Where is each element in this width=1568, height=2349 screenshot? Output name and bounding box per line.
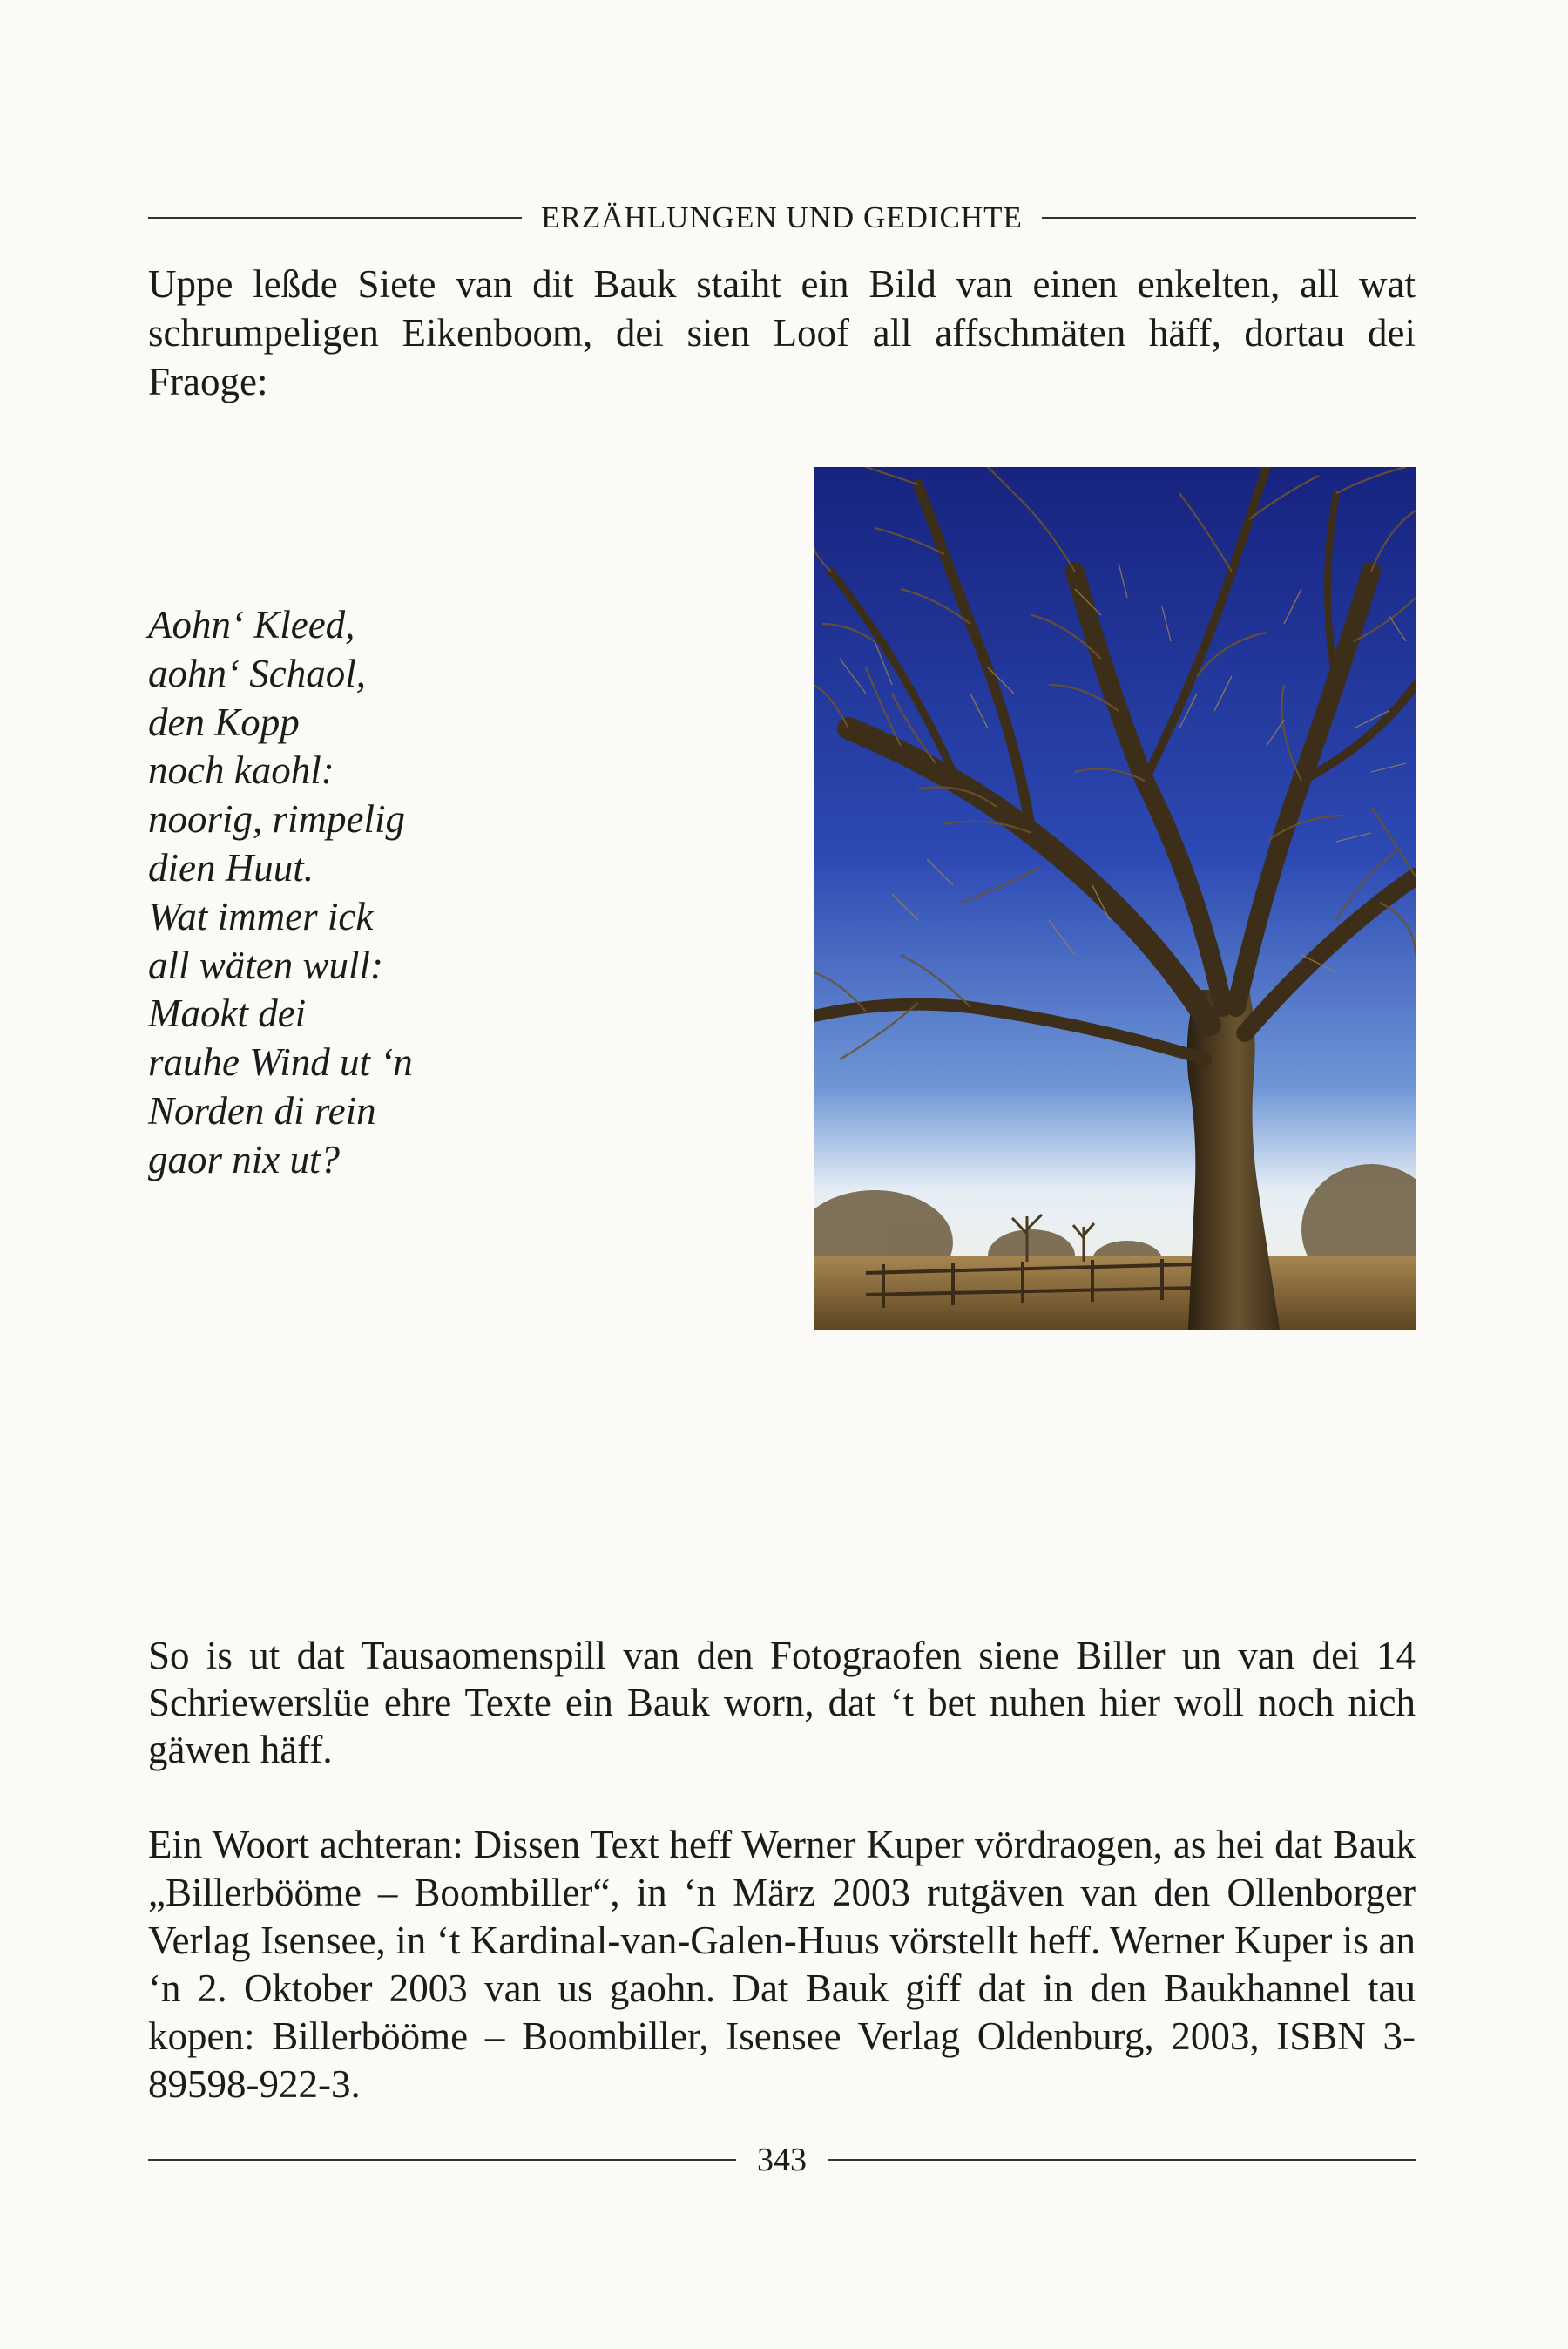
poem-line: dien Huut. (148, 845, 314, 890)
poem-line: all wäten wull: (148, 943, 383, 987)
footer-rule-right (828, 2159, 1416, 2161)
paragraph-2: So is ut dat Tausaomenspill van den Fotograofen siene Biller un van dei 14 Schriewerslüe ehre Texte ein Bauk worn, dat ‘t bet nuhen hier woll noch nich gäwen häff. (148, 1634, 1416, 1771)
poem-line: den Kopp (148, 700, 300, 744)
poem-line: gaor nix ut? (148, 1137, 340, 1181)
header-rule-right (1042, 217, 1416, 219)
header-rule-left (148, 217, 522, 219)
running-header (148, 199, 1416, 237)
poem-line: Aohn‘ Kleed, (148, 603, 355, 646)
poem-line: Wat immer ick (148, 894, 374, 938)
poem-line: rauhe Wind ut ‘n (148, 1040, 413, 1085)
oak-tree-photograph (814, 467, 1416, 1330)
paragraph-3: Ein Woort achteran: Dissen Text heff Werner Kuper vördraogen, as hei dat Bauk „Billerbööme – Boombiller“, in ‘n März 2003 rutgäven van den Ollenborger Verlag Isensee, in ‘t Kardinal-van-Galen-Huus vörstellt heff. Werner Kuper is an ‘n 2. Oktober 2003 van us gaohn. Dat Bauk giff dat in den Baukhannel tau kopen: Billerbööme – Boombiller, Isensee Verlag Oldenburg, 2003, ISBN 3-89598-922-3. (148, 1823, 1416, 2106)
tree-illustration (814, 467, 1416, 1330)
page-number: 343 (757, 2142, 807, 2178)
poem-line: Maokt dei (148, 992, 307, 1036)
poem (148, 601, 671, 1185)
poem-line: Norden di rein (148, 1088, 376, 1133)
running-title: ERZÄHLUNGEN UND GEDICHTE (541, 200, 1023, 234)
poem-line: noorig, rimpelig (148, 797, 406, 842)
poem-line: noch kaohl: (148, 748, 335, 793)
intro-paragraph: Uppe leßde Siete van dit Bauk staiht ein Bild van einen enkelten, all wat schrumpeligen Eikenboom, dei sien Loof all affschmäten häff, dortau dei Fraoge: (148, 262, 1416, 403)
poem-line: aohn‘ Schaol, (148, 651, 366, 695)
page-footer (148, 2139, 1416, 2181)
footer-rule-left (148, 2159, 736, 2161)
